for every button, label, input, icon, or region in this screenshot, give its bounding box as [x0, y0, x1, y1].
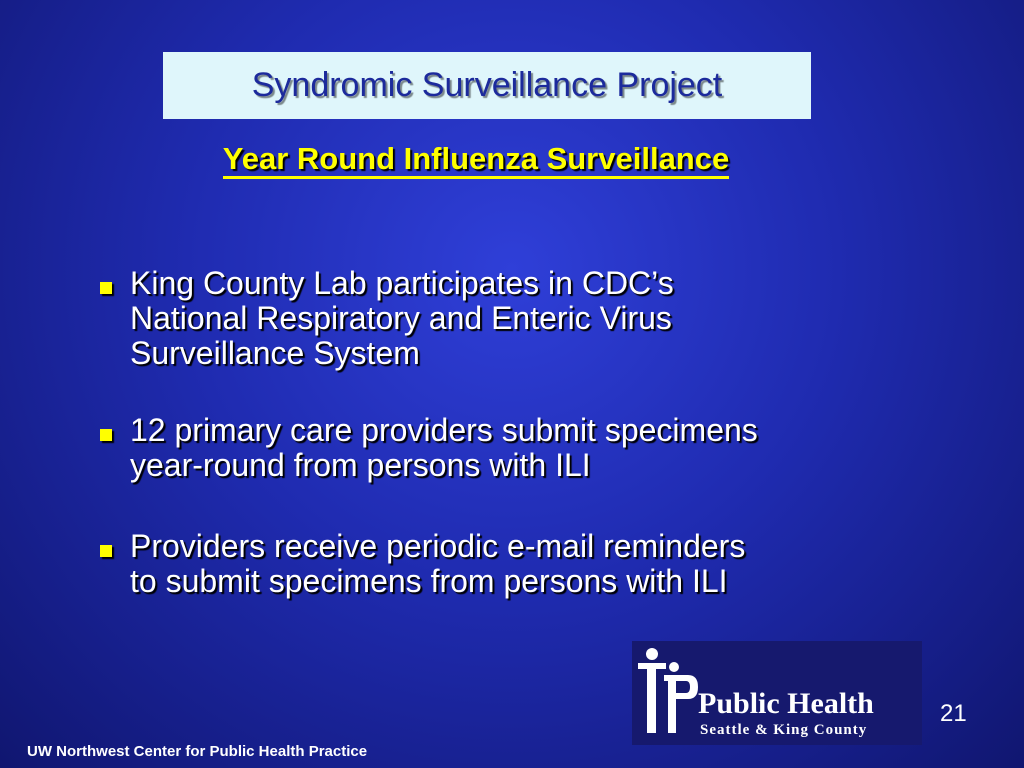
bullet-text — [130, 529, 956, 599]
bullet-line: year-round from persons with ILI — [130, 447, 591, 483]
subtitle-container — [0, 143, 952, 179]
bullet-line: Surveillance System — [130, 335, 420, 371]
public-health-logo — [632, 641, 922, 745]
bullet-line: King County Lab participates in CDC’s — [130, 265, 674, 301]
logo-name: Public Health — [698, 687, 874, 720]
bullet-marker-icon — [100, 429, 112, 441]
footer-text: UW Northwest Center for Public Health Practice — [27, 743, 368, 760]
bullet-line: to submit specimens from persons with ILI — [130, 563, 728, 599]
bullet-marker-icon — [100, 282, 112, 294]
slide-title: Syndromic Surveillance Project — [251, 66, 723, 104]
bullet-list — [96, 266, 956, 641]
bullet-item — [96, 529, 956, 599]
bullet-line: National Respiratory and Enteric Virus — [130, 300, 672, 336]
bullet-marker-icon — [100, 545, 112, 557]
bullet-line: 12 primary care providers submit specimens — [130, 412, 758, 448]
logo-subtitle: Seattle & King County — [700, 722, 868, 738]
bullet-line: Providers receive periodic e-mail reminders — [130, 528, 746, 564]
title-box — [163, 52, 811, 119]
bullet-item — [96, 413, 956, 483]
slide-subtitle: Year Round Influenza Surveillance — [223, 143, 729, 179]
bullet-item — [96, 266, 956, 371]
page-number: 21 — [940, 700, 967, 727]
bullet-text — [130, 266, 956, 371]
bullet-text — [130, 413, 956, 483]
